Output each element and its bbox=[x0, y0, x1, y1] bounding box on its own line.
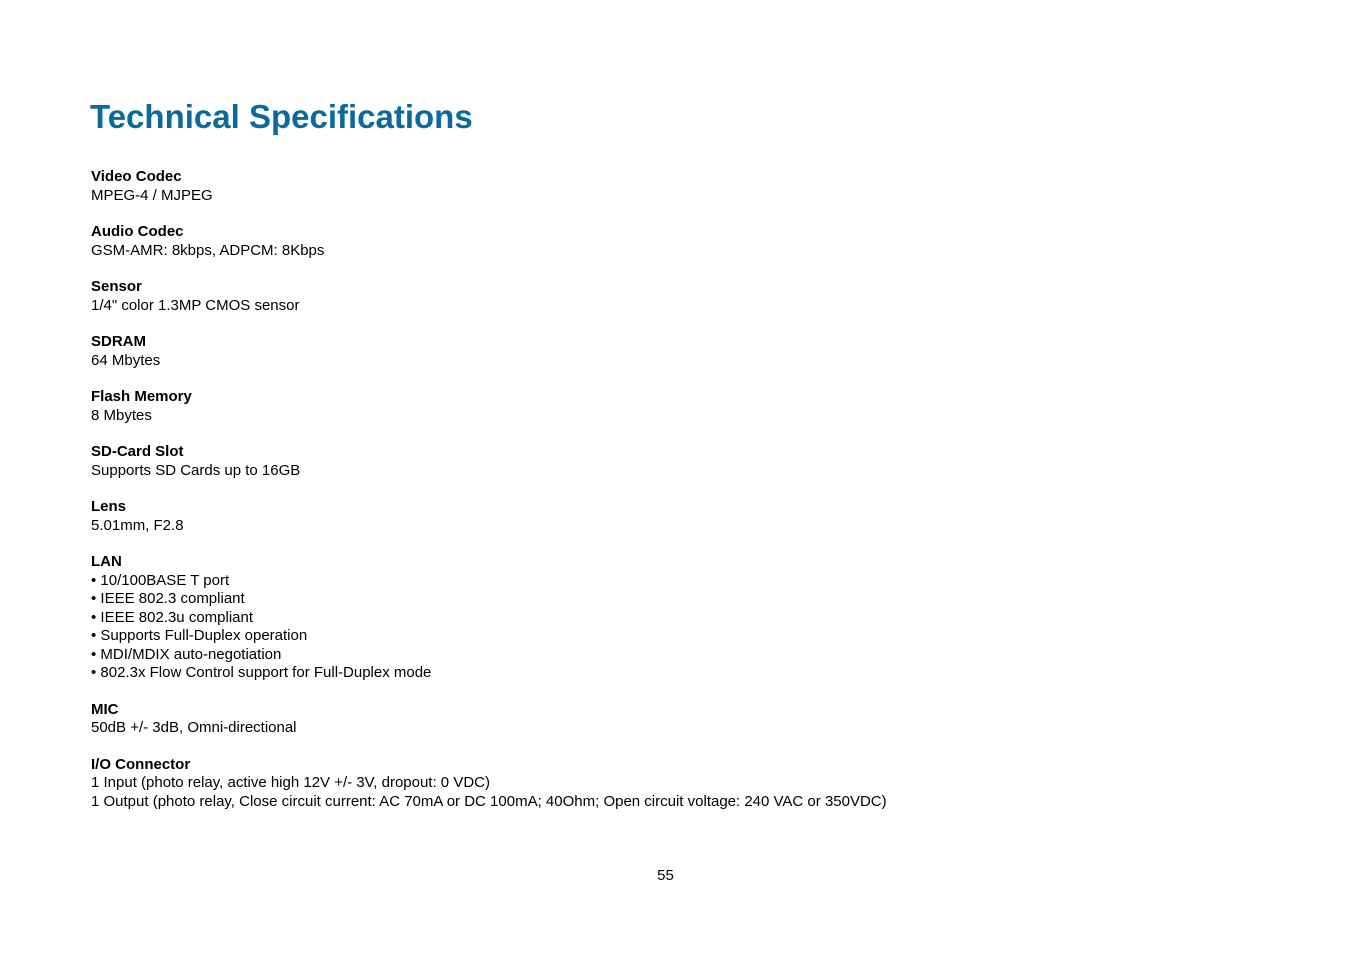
spec-value-line: • Supports Full-Duplex operation bbox=[91, 627, 308, 644]
spec-section-sd-card-slot bbox=[91, 443, 1271, 480]
spec-value-line: • 10/100BASE T port bbox=[91, 571, 230, 589]
spec-value-line: • IEEE 802.3u compliant bbox=[91, 608, 254, 626]
spec-heading: Audio Codec bbox=[91, 223, 184, 240]
spec-section-lens bbox=[91, 498, 1271, 535]
spec-section-sdram bbox=[91, 333, 1271, 370]
spec-heading: Video Codec bbox=[91, 168, 182, 185]
spec-heading: I/O Connector bbox=[91, 755, 191, 773]
spec-value-line: • MDI/MDIX auto-negotiation bbox=[91, 645, 282, 663]
spec-value-line: • IEEE 802.3 compliant bbox=[91, 590, 245, 607]
spec-value-line: 1/4" color 1.3MP CMOS sensor bbox=[91, 296, 300, 314]
page-number: 55 bbox=[657, 867, 674, 884]
spec-value-line: MPEG-4 / MJPEG bbox=[91, 186, 213, 204]
spec-section-lan bbox=[91, 553, 1271, 683]
spec-list bbox=[91, 168, 1271, 829]
spec-value-line: 64 Mbytes bbox=[91, 351, 161, 369]
spec-heading: SDRAM bbox=[91, 333, 146, 350]
spec-section-video-codec bbox=[91, 168, 1271, 205]
spec-section-mic bbox=[91, 701, 1271, 738]
page-title: Technical Specifications bbox=[90, 98, 473, 135]
spec-value-line: GSM-AMR: 8kbps, ADPCM: 8Kbps bbox=[91, 241, 325, 259]
spec-value-line: 1 Input (photo relay, active high 12V +/- 3V, dropout: 0 VDC) bbox=[91, 774, 490, 791]
spec-section-flash-memory bbox=[91, 388, 1271, 425]
spec-value-line: 1 Output (photo relay, Close circuit current: AC 70mA or DC 100mA; 40Ohm; Open circuit voltage: 240 VAC or 350VDC) bbox=[91, 792, 887, 810]
spec-heading: Flash Memory bbox=[91, 388, 192, 405]
spec-heading: SD-Card Slot bbox=[91, 443, 184, 460]
spec-section-i-o-connector bbox=[91, 756, 1271, 812]
spec-section-audio-codec bbox=[91, 223, 1271, 260]
spec-value-line: 5.01mm, F2.8 bbox=[91, 516, 184, 534]
spec-heading: Sensor bbox=[91, 278, 142, 295]
spec-heading: LAN bbox=[91, 553, 122, 570]
spec-value-line: Supports SD Cards up to 16GB bbox=[91, 461, 301, 479]
spec-value-line: 50dB +/- 3dB, Omni-directional bbox=[91, 719, 297, 736]
spec-heading: Lens bbox=[91, 498, 127, 515]
spec-section-sensor bbox=[91, 278, 1271, 315]
spec-value-line: • 802.3x Flow Control support for Full-Duplex mode bbox=[91, 664, 432, 681]
spec-value-line: 8 Mbytes bbox=[91, 406, 152, 424]
spec-heading: MIC bbox=[91, 700, 119, 718]
